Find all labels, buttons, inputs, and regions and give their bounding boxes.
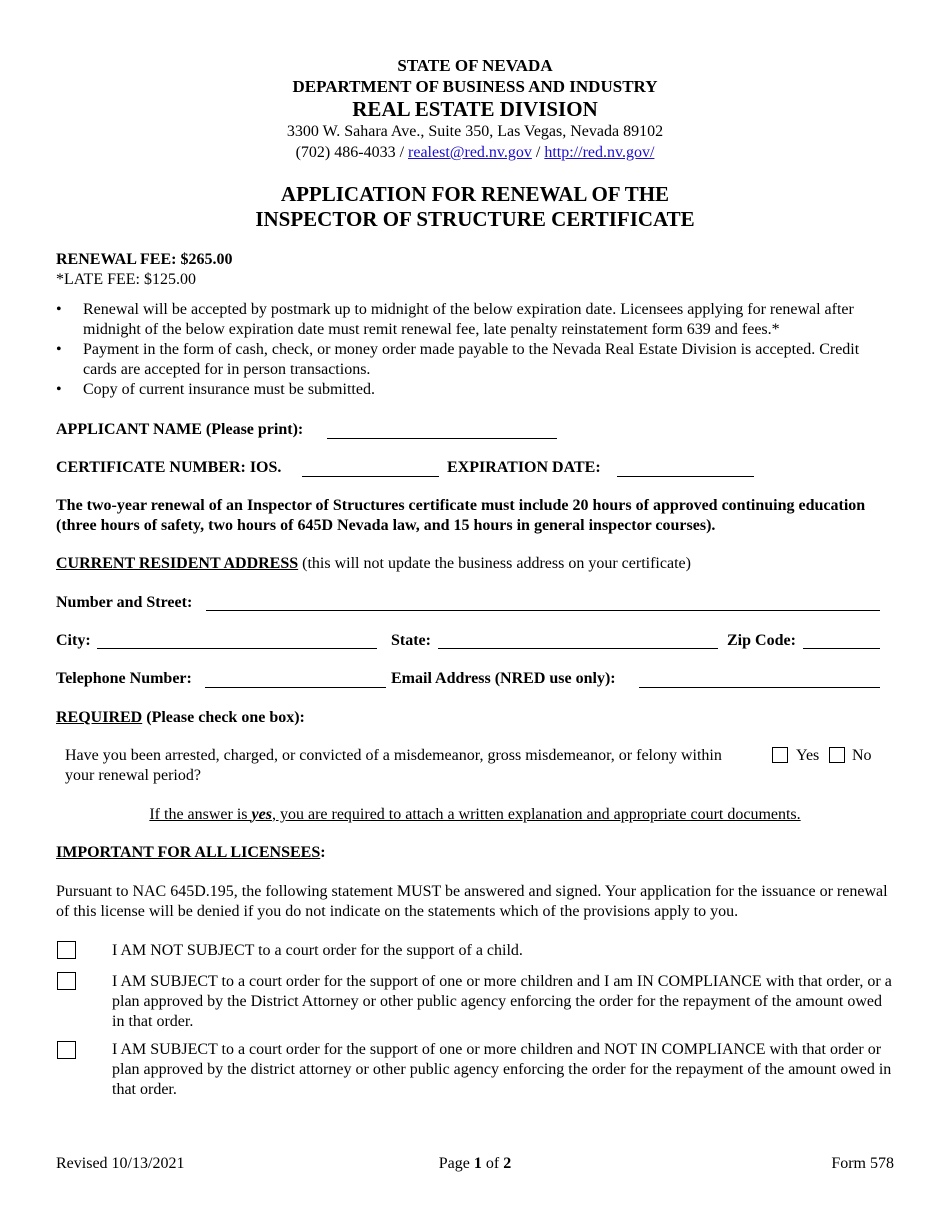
state-label: State: [391,632,431,649]
separator: / [531,144,545,161]
important-title: IMPORTANT FOR ALL LICENSEES [56,844,321,861]
state-field[interactable] [438,648,718,649]
contact-line [0,142,950,163]
form-title-line-2: INSPECTOR OF STRUCTURE CERTIFICATE [255,207,695,231]
not-subject-checkbox[interactable] [57,941,76,959]
revised-date: Revised 10/13/2021 [56,1155,185,1172]
expiration-date-field[interactable] [617,476,754,477]
page-word: Page [438,1155,474,1172]
form-number: Form 578 [831,1155,894,1172]
expiration-date-label: EXPIRATION DATE: [447,459,601,476]
certificate-number-field[interactable] [302,476,439,477]
explanation-pre: If the answer is [149,806,252,823]
resident-address-title: CURRENT RESIDENT ADDRESS [56,555,299,572]
agency-email-link[interactable]: realest@red.nv.gov [408,144,532,161]
required-title: REQUIRED [56,709,143,726]
instructions-list [56,300,886,400]
form-title [0,182,950,232]
zip-code-label: Zip Code: [727,632,796,649]
applicant-name-label: APPLICANT NAME (Please print): [56,421,304,438]
late-fee: *LATE FEE: $125.00 [56,271,196,288]
zip-code-field[interactable] [803,648,880,649]
department-name: DEPARTMENT OF BUSINESS AND INDUSTRY [292,77,658,96]
explanation-yes: yes [251,806,272,823]
agency-header [0,55,950,163]
division-name: REAL ESTATE DIVISION [352,97,598,121]
agency-website-link[interactable]: http://red.nv.gov/ [544,144,655,161]
explanation-notice [0,806,950,824]
no-label: No [852,747,872,764]
telephone-label: Telephone Number: [56,670,192,687]
form-title-line-1: APPLICATION FOR RENEWAL OF THE [280,182,670,206]
instruction-item: • Copy of current insurance must be submitted. [56,380,886,400]
city-label: City: [56,632,91,649]
not-subject-statement: I AM NOT SUBJECT to a court order for the support of a child. [112,942,523,959]
page-current: 1 [473,1155,482,1172]
applicant-name-field[interactable] [327,438,557,439]
email-address-field[interactable] [639,687,880,688]
required-note: (Please check one box): [142,709,305,726]
yes-checkbox[interactable] [772,747,788,763]
no-checkbox[interactable] [829,747,845,763]
city-field[interactable] [97,648,377,649]
number-street-label: Number and Street: [56,594,193,611]
separator: / [395,144,409,161]
explanation-post: , you are required to attach a written explanation and appropriate court documents. [271,806,801,823]
certificate-number-label: CERTIFICATE NUMBER: IOS. [56,459,282,476]
important-heading [56,844,326,862]
ce-requirement-notice: The two-year renewal of an Inspector of Structures certificate must include 20 hours of approved continuing education (three hours of safety, two hours of 645D Nevada law, and 15 hours in general inspector courses). [56,497,866,534]
explanation-text [149,806,800,823]
important-intro: Pursuant to NAC 645D.195, the following statement MUST be answered and signed. Your application for the issuance or renewal of this license will be denied if you do not indicate on the statements which of the provisions apply to you. [56,883,888,920]
required-heading [56,709,305,727]
in-compliance-checkbox[interactable] [57,972,76,990]
yes-label: Yes [796,747,820,764]
resident-address-note: (this will not update the business address on your certificate) [298,555,691,572]
number-street-field[interactable] [206,610,880,611]
state-name: STATE OF NEVADA [397,56,553,75]
telephone-field[interactable] [205,687,386,688]
email-address-label: Email Address (NRED use only): [391,670,616,687]
instruction-item: • Renewal will be accepted by postmark up to midnight of the below expiration date. Licensees applying for renewal after midnight of the below expiration date must remit renewal fee, late penalty reinstatement form 639 and fees.* [56,300,886,340]
important-colon: : [320,844,326,861]
resident-address-heading [56,555,691,573]
agency-address: 3300 W. Sahara Ave., Suite 350, Las Vegas, Nevada 89102 [286,123,664,140]
page-total: 2 [503,1155,512,1172]
agency-phone: (702) 486-4033 [295,144,396,161]
not-in-compliance-checkbox[interactable] [57,1041,76,1059]
renewal-fee: RENEWAL FEE: $265.00 [56,251,233,268]
of-word: of [481,1155,504,1172]
instruction-item: • Payment in the form of cash, check, or money order made payable to the Nevada Real Estate Division is accepted. Credit cards are accepted for in person transactions. [56,340,886,380]
arrest-question: Have you been arrested, charged, or convicted of a misdemeanor, gross misdemeanor, or felony within your renewal period? [65,747,722,784]
in-compliance-statement: I AM SUBJECT to a court order for the support of one or more children and I am IN COMPLIANCE with that order, or a plan approved by the District Attorney or other public agency enforcing the order for the repayment of the amount owed in that order. [112,973,892,1030]
page-number [0,1155,950,1173]
not-in-compliance-statement: I AM SUBJECT to a court order for the support of one or more children and NOT IN COMPLIANCE with that order or plan approved by the district attorney or other public agency enforcing the order for the repayment of the amount owed in that order. [112,1041,892,1098]
